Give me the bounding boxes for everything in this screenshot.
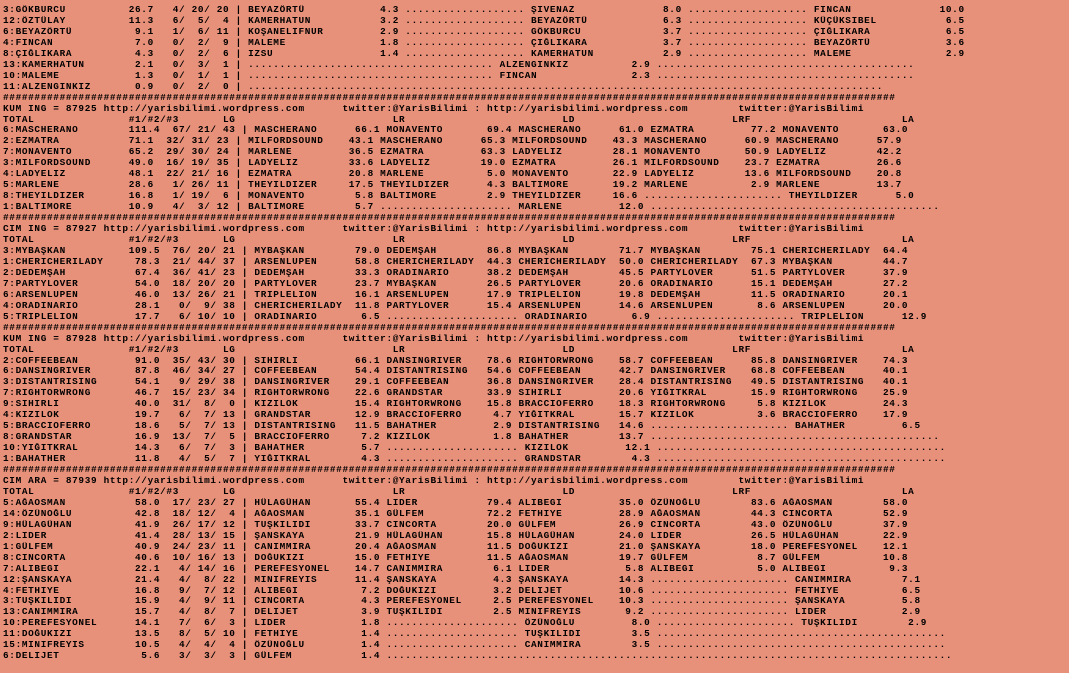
stats-row: 8:THEYILDIZER 16.8 1/ 19/ 6 | MONAVENTO 5.8 BALTIMORE 2.9 THEYILDIZER 16.6 ...................... THEYILDIZER 5.0 [3, 191, 915, 202]
stats-row: 3:MILFORDSOUND 49.0 16/ 19/ 35 | LADYELIZ 33.6 LADYELIZ 19.0 EZMATRA 26.1 MILFORDSOUND 23.7 EZMATRA 26.6 [3, 158, 902, 169]
stats-row: 5:MARLENE 28.6 1/ 26/ 11 | THEYILDIZER 17.5 THEYILDIZER 4.3 BALTIMORE 19.2 MARLENE 2.9 MARLENE 13.7 [3, 180, 902, 191]
race-stats-printout [3, 5, 965, 662]
column-header: TOTAL #1/#2/#3 LG LR LD LRF LA [3, 235, 915, 246]
stats-row: 14:ÖZÜNOĞLU 42.8 18/ 12/ 4 | AĞAOSMAN 35.1 GÜLFEM 72.2 FETHIYE 28.9 AĞAOSMAN 44.3 CINCORTA 52.9 [3, 508, 909, 519]
stats-row: 2:LIDER 41.4 28/ 13/ 15 | ŞANSKAYA 21.9 HÜLAGÜHAN 15.8 HÜLAGÜHAN 24.0 LIDER 26.5 HÜLAGÜHAN 22.9 [3, 530, 909, 541]
stats-row: 9:SIHIRLI 40.0 31/ 8/ 0 | KIZILOK 15.4 RIGHTORWRONG 15.8 BRACCIOFERRO 18.3 RIGHTORWRONG 5.8 KIZILOK 24.3 [3, 399, 909, 410]
race-header: CIM ING = 87927 http://yarisbilimi.wordpress.com twitter:@YarisBilimi : http://yarisbilimi.wordpress.com twitter:@YarisBilimi [3, 224, 865, 235]
section-divider: ############################################################################################################################################## [3, 465, 896, 476]
stats-row: 6:DANSINGRIVER 87.8 46/ 34/ 27 | COFFEEBEAN 54.4 DISTANTRISING 54.6 COFFEEBEAN 42.7 DANSINGRIVER 68.8 COFFEEBEAN 40.1 [3, 366, 909, 377]
race-header: KUM ING = 87925 http://yarisbilimi.wordpress.com twitter:@YarisBilimi : http://yarisbilimi.wordpress.com twitter:@YarisBilimi [3, 103, 865, 114]
stats-row: 1:GÜLFEM 40.9 24/ 23/ 11 | CANIMMIRA 20.4 AĞAOSMAN 11.5 DOĞUKIZI 21.0 ŞANSKAYA 18.0 PEREFESYONEL 12.1 [3, 541, 909, 552]
stats-row: 5:TRIPLELION 17.7 6/ 10/ 10 | ORADINARIO 6.5 ..................... ORADINARIO 6.9 ...................... TRIPLELION 12.9 [3, 311, 928, 322]
stats-row: 8:CINCORTA 40.6 10/ 16/ 13 | DOĞUKIZI 15.0 FETHIYE 11.5 AĞAOSMAN 19.7 GÜLFEM 8.7 GÜLFEM 10.8 [3, 552, 909, 563]
stats-row: 10:YIĞITKRAL 14.3 6/ 7/ 3 | BAHATHER 5.7 ..................... KIZILOK 12.1 .............................................. [3, 443, 946, 454]
stats-row: 6:DELIJET 5.6 3/ 3/ 3 | GÜLFEM 1.4 .......................................................................................... [3, 651, 953, 662]
race-header: KUM ING = 87928 http://yarisbilimi.wordpress.com twitter:@YarisBilimi : http://yarisbilimi.wordpress.com twitter:@YarisBilimi [3, 333, 865, 344]
stats-row: 3:DISTANTRISING 54.1 9/ 29/ 38 | DANSINGRIVER 29.1 COFFEEBEAN 36.8 DANSINGRIVER 28.4 DISTANTRISING 49.5 DISTANTRISING 40.1 [3, 377, 909, 388]
stats-row: 10:MALEME 1.3 0/ 1/ 1 | ....................................... FINCAN 2.3 ......................................... [3, 70, 915, 81]
stats-row: 2:EZMATRA 71.1 32/ 31/ 23 | MILFORDSOUND 43.1 MASCHERANO 65.3 MILFORDSOUND 43.3 MASCHERANO 60.9 MASCHERANO 57.9 [3, 136, 902, 147]
stats-row: 4:ORADINARIO 28.1 0/ 9/ 38 | CHERICHERILADY 11.8 PARTYLOVER 15.4 ARSENLUPEN 14.6 ARSENLUPEN 8.6 ARSENLUPEN 20.0 [3, 300, 909, 311]
stats-row: 12:ÖZTÜLAY 11.3 6/ 5/ 4 | KAMERHATUN 3.2 ................... BEYAZÖRTÜ 6.3 ................... KÜÇÜKSIBEL 6.5 [3, 15, 965, 26]
stats-row: 3:GÖKBURCU 26.7 4/ 20/ 20 | BEYAZÖRTÜ 4.3 ................... ŞIVENAZ 8.0 ................... FINCAN 10.0 [3, 5, 965, 15]
stats-row: 8:ÇIĞLIKARA 4.3 0/ 2/ 6 | IZSU 1.4 ................... KAMERHATUN 2.9 ................... MALEME 2.9 [3, 48, 965, 59]
stats-row: 2:DEDEMŞAH 67.4 36/ 41/ 23 | DEDEMŞAH 33.3 ORADINARIO 38.2 DEDEMŞAH 45.5 PARTYLOVER 51.5 PARTYLOVER 37.9 [3, 267, 909, 278]
stats-row: 7:ALIBEGI 22.1 4/ 14/ 16 | PEREFESYONEL 14.7 CANIMMIRA 6.1 LIDER 5.8 ALIBEGI 5.0 ALIBEGI 9.3 [3, 563, 909, 574]
stats-row: 7:PARTYLOVER 54.0 18/ 20/ 20 | PARTYLOVER 23.7 MYBAŞKAN 26.5 PARTYLOVER 20.6 ORADINARIO 15.1 DEDEMŞAH 27.2 [3, 278, 909, 289]
stats-row: 12:ŞANSKAYA 21.4 4/ 8/ 22 | MINIFREYIS 11.4 ŞANSKAYA 4.3 ŞANSKAYA 14.3 ...................... CANIMMIRA 7.1 [3, 574, 921, 585]
stats-row: 11:ALZENGINKIZ 0.9 0/ 2/ 0 | ..................................................................................................... [3, 81, 884, 92]
stats-row: 5:AĞAOSMAN 58.0 17/ 23/ 27 | HÜLAGÜHAN 55.4 LIDER 79.4 ALIBEGI 35.0 ÖZÜNOĞLU 83.6 AĞAOSMAN 58.0 [3, 497, 909, 508]
column-header: TOTAL #1/#2/#3 LG LR LD LRF LA [3, 114, 915, 125]
stats-row: 13:CANIMMIRA 15.7 4/ 8/ 7 | DELIJET 3.9 TUŞKILIDI 2.5 MINIFREYIS 9.2 ...................... LIDER 2.9 [3, 607, 921, 618]
stats-row: 2:COFFEEBEAN 91.0 35/ 43/ 30 | SIHIRLI 66.1 DANSINGRIVER 78.6 RIGHTORWRONG 58.7 COFFEEBEAN 85.8 DANSINGRIVER 74.3 [3, 355, 909, 366]
stats-row: 7:MONAVENTO 65.2 29/ 30/ 24 | MARLENE 36.5 EZMATRA 63.3 LADYELIZ 28.1 MONAVENTO 50.9 LADYELIZ 42.2 [3, 147, 902, 158]
stats-row: 13:KAMERHATUN 2.1 0/ 3/ 1 | ....................................... ALZENGINKIZ 2.9 ......................................... [3, 59, 915, 70]
stats-row: 4:LADYELIZ 48.1 22/ 21/ 16 | EZMATRA 20.8 MARLENE 5.0 MONAVENTO 22.9 LADYELIZ 13.6 MILFORDSOUND 20.8 [3, 169, 902, 180]
stats-row: 15:MINIFREYIS 10.5 4/ 4/ 4 | ÖZÜNOĞLU 1.4 ..................... CANIMMIRA 3.5 .............................................. [3, 640, 946, 651]
column-header: TOTAL #1/#2/#3 LG LR LD LRF LA [3, 486, 915, 497]
stats-row: 8:GRANDSTAR 16.9 13/ 7/ 5 | BRACCIOFERRO 7.2 KIZILOK 1.8 BAHATHER 13.7 .............................................. [3, 432, 940, 443]
stats-row: 3:MYBAŞKAN 109.5 76/ 20/ 21 | MYBAŞKAN 79.0 DEDEMŞAH 86.8 MYBAŞKAN 71.7 MYBAŞKAN 75.1 CHERICHERILADY 64.4 [3, 245, 909, 256]
stats-row: 7:RIGHTORWRONG 46.7 15/ 23/ 34 | RIGHTORWRONG 22.6 GRANDSTAR 33.9 SIHIRLI 20.6 YIĞITKRAL 15.9 RIGHTORWRONG 25.9 [3, 388, 909, 399]
stats-row: 4:FINCAN 7.0 0/ 2/ 9 | MALEME 1.8 ................... ÇIĞLIKARA 3.7 ................... BEYAZÖRTÜ 3.6 [3, 37, 965, 48]
section-divider: ############################################################################################################################################## [3, 92, 896, 103]
column-header: TOTAL #1/#2/#3 LG LR LD LRF LA [3, 344, 915, 355]
stats-row: 1:CHERICHERILADY 78.3 21/ 44/ 37 | ARSENLUPEN 58.8 CHERICHERILADY 44.3 CHERICHERILADY 50.0 CHERICHERILADY 67.3 MYBAŞKAN 44.7 [3, 256, 909, 267]
section-divider: ############################################################################################################################################## [3, 213, 896, 224]
stats-row: 6:ARSENLUPEN 46.0 13/ 26/ 21 | TRIPLELION 16.1 ARSENLUPEN 17.9 TRIPLELION 19.8 DEDEMŞAH 11.5 ORADINARIO 20.1 [3, 289, 909, 300]
stats-row: 9:HÜLAGÜHAN 41.9 26/ 17/ 12 | TUŞKILIDI 33.7 CINCORTA 20.0 GÜLFEM 26.9 CINCORTA 43.0 ÖZÜNOĞLU 37.9 [3, 519, 909, 530]
section-divider: ############################################################################################################################################## [3, 322, 896, 333]
stats-row: 1:BAHATHER 11.8 4/ 5/ 7 | YIĞITKRAL 4.3 ..................... GRANDSTAR 4.3 .............................................. [3, 454, 946, 465]
stats-row: 5:BRACCIOFERRO 18.6 5/ 7/ 13 | DISTANTRISING 11.5 BAHATHER 2.9 DISTANTRISING 14.6 ...................... BAHATHER 6.5 [3, 421, 921, 432]
stats-row: 4:KIZILOK 19.7 6/ 7/ 13 | GRANDSTAR 12.9 BRACCIOFERRO 4.7 YIĞITKRAL 15.7 KIZILOK 3.6 BRACCIOFERRO 17.9 [3, 410, 909, 421]
stats-row: 1:BALTIMORE 10.9 4/ 3/ 12 | BALTIMORE 5.7 ..................... MARLENE 12.0 .............................................. [3, 202, 940, 213]
stats-row: 11:DOĞUKIZI 13.5 8/ 5/ 10 | FETHIYE 1.4 ..................... TUŞKILIDI 3.5 .............................................. [3, 629, 946, 640]
race-header: CIM ARA = 87939 http://yarisbilimi.wordpress.com twitter:@YarisBilimi : http://yarisbilimi.wordpress.com twitter:@YarisBilimi [3, 475, 865, 486]
stats-row: 6:BEYAZÖRTÜ 9.1 1/ 6/ 11 | KOŞANELIFNUR 2.9 ................... GÖKBURCU 3.7 ................... ÇIĞLIKARA 6.5 [3, 26, 965, 37]
stats-row: 6:MASCHERANO 111.4 67/ 21/ 43 | MASCHERANO 66.1 MONAVENTO 69.4 MASCHERANO 61.0 EZMATRA 77.2 MONAVENTO 63.0 [3, 125, 909, 136]
stats-row: 10:PEREFESYONEL 14.1 7/ 6/ 3 | LIDER 1.8 ..................... ÖZÜNOĞLU 8.0 ...................... TUŞKILIDI 2.9 [3, 618, 928, 629]
stats-row: 3:TUŞKILIDI 15.9 4/ 9/ 11 | CINCORTA 4.3 PEREFESYONEL 2.5 PEREFESYONEL 10.3 ...................... ŞANSKAYA 5.8 [3, 596, 921, 607]
stats-row: 4:FETHIYE 16.8 9/ 7/ 12 | ALIBEGI 7.2 DOĞUKIZI 3.2 DELIJET 10.6 ...................... FETHIYE 6.5 [3, 585, 921, 596]
